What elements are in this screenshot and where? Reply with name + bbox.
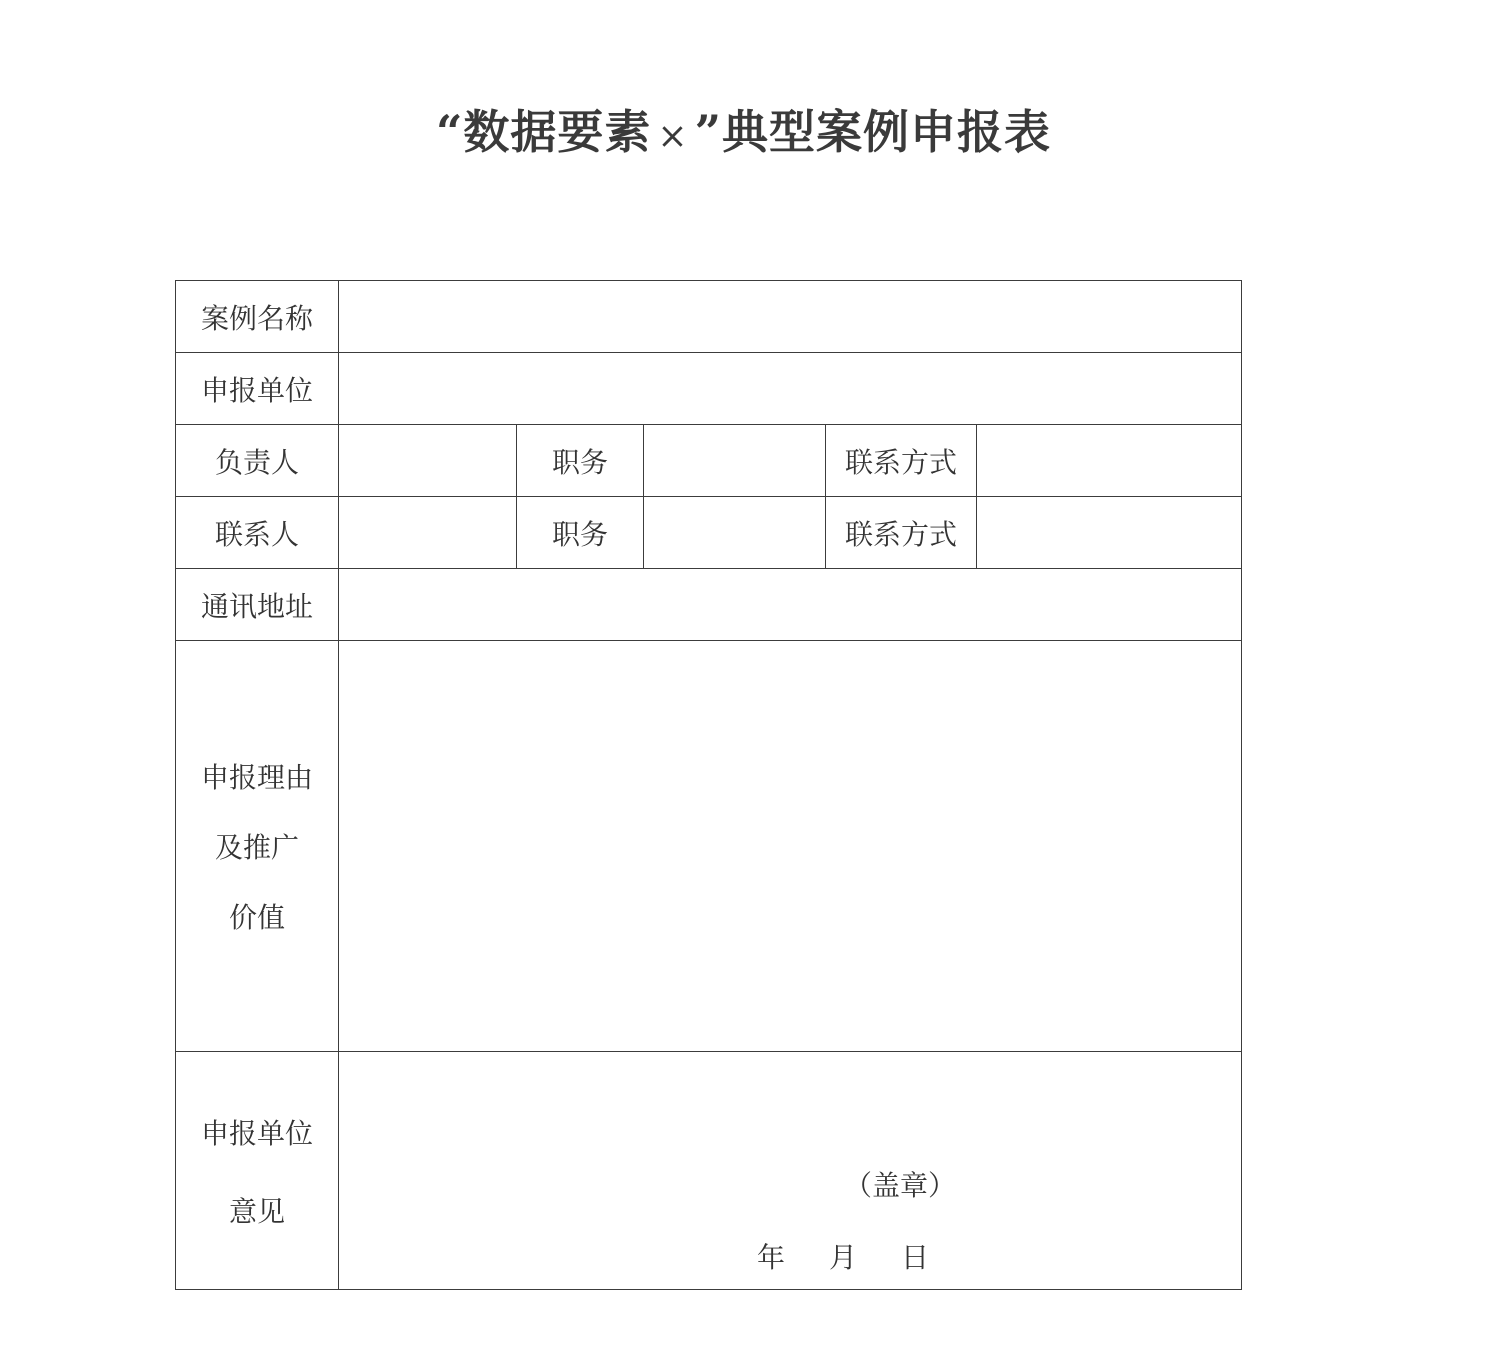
reason-field[interactable] — [339, 641, 1242, 1052]
date-month-label: 月 — [829, 1241, 858, 1274]
opinion-label-line-2: 意见 — [228, 1194, 285, 1228]
case-name-label: 案例名称 — [176, 281, 339, 353]
reason-label-line-3: 价值 — [228, 901, 285, 934]
row-contact-person — [176, 497, 1242, 569]
opinion-label — [176, 1052, 339, 1290]
date-day-label: 日 — [901, 1241, 930, 1274]
address-label: 通讯地址 — [176, 569, 339, 641]
row-address — [176, 569, 1242, 641]
row-applicant-unit — [176, 353, 1242, 425]
contact-method-field-2[interactable] — [977, 497, 1242, 569]
page-title — [0, 96, 1487, 162]
contact-person-label: 联系人 — [176, 497, 339, 569]
reason-label-line-2: 及推广 — [214, 831, 299, 864]
reason-label-line-1: 申报理由 — [200, 761, 313, 794]
position-field-1[interactable] — [644, 425, 826, 497]
seal-text: （盖章） — [844, 1169, 957, 1202]
title-part-2: ”典型案例申报表 — [694, 105, 1052, 159]
contact-method-label-2: 联系方式 — [826, 497, 977, 569]
title-part-1: “数据要素 — [435, 105, 652, 159]
application-form-table — [175, 280, 1242, 1290]
position-label-2: 职务 — [517, 497, 644, 569]
contact-method-label-1: 联系方式 — [826, 425, 977, 497]
address-field[interactable] — [339, 569, 1242, 641]
title-multiply-mark: × — [657, 116, 689, 157]
row-responsible-person — [176, 425, 1242, 497]
applicant-unit-label: 申报单位 — [176, 353, 339, 425]
row-case-name — [176, 281, 1242, 353]
date-line — [757, 1236, 929, 1276]
reason-label — [176, 641, 339, 1052]
responsible-person-label: 负责人 — [176, 425, 339, 497]
applicant-unit-field[interactable] — [339, 353, 1242, 425]
contact-person-field[interactable] — [339, 497, 517, 569]
row-reason — [176, 641, 1242, 1052]
row-opinion — [176, 1052, 1242, 1290]
position-label-1: 职务 — [517, 425, 644, 497]
case-name-field[interactable] — [339, 281, 1242, 353]
position-field-2[interactable] — [644, 497, 826, 569]
responsible-person-field[interactable] — [339, 425, 517, 497]
opinion-label-line-1: 申报单位 — [200, 1116, 313, 1150]
date-year-label: 年 — [757, 1241, 786, 1274]
contact-method-field-1[interactable] — [977, 425, 1242, 497]
opinion-field[interactable] — [339, 1052, 1242, 1290]
